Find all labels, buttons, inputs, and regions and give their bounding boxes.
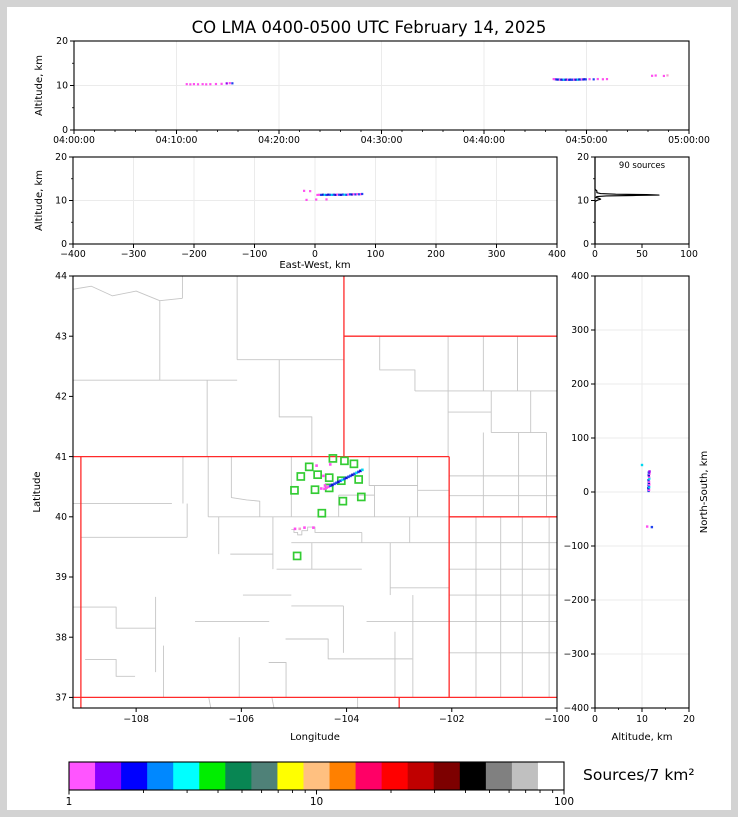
- svg-text:05:00:00: 05:00:00: [668, 135, 710, 146]
- svg-text:42: 42: [55, 391, 67, 403]
- svg-text:10: 10: [577, 195, 589, 207]
- svg-text:Altitude, km: Altitude, km: [34, 170, 45, 231]
- ns-height-panel: [563, 271, 710, 743]
- svg-text:−108: −108: [123, 714, 149, 725]
- svg-text:43: 43: [55, 331, 67, 343]
- svg-text:−400: −400: [563, 703, 589, 715]
- svg-text:20: 20: [683, 714, 695, 725]
- svg-text:39: 39: [55, 572, 67, 584]
- svg-text:40: 40: [55, 512, 67, 524]
- svg-text:100: 100: [571, 433, 589, 445]
- svg-text:20: 20: [577, 152, 589, 164]
- svg-text:400: 400: [571, 271, 589, 283]
- svg-text:−104: −104: [333, 714, 360, 725]
- time-height-panel: [34, 36, 710, 146]
- colorbar: [66, 762, 574, 808]
- svg-text:0: 0: [592, 249, 598, 260]
- plan-view-map-panel: [32, 271, 570, 743]
- plot-canvas: [7, 7, 731, 810]
- altitude-histogram-panel: [577, 152, 698, 260]
- svg-text:1: 1: [65, 796, 73, 808]
- svg-text:04:50:00: 04:50:00: [565, 135, 608, 146]
- svg-text:0: 0: [62, 125, 68, 137]
- svg-text:Latitude: Latitude: [32, 471, 43, 513]
- colorbar-label: Sources/7 km²: [583, 766, 695, 784]
- svg-text:−106: −106: [228, 714, 255, 725]
- svg-text:−100: −100: [544, 714, 570, 725]
- svg-text:0: 0: [583, 239, 589, 251]
- svg-text:0: 0: [583, 487, 589, 499]
- svg-text:0: 0: [312, 249, 318, 260]
- svg-text:−200: −200: [181, 249, 207, 260]
- svg-text:East-West, km: East-West, km: [279, 260, 351, 271]
- svg-text:20: 20: [55, 152, 67, 164]
- svg-text:Longitude: Longitude: [290, 732, 340, 743]
- svg-text:04:00:00: 04:00:00: [53, 135, 95, 146]
- svg-text:−100: −100: [241, 249, 268, 260]
- svg-text:04:30:00: 04:30:00: [360, 135, 403, 146]
- svg-text:200: 200: [427, 249, 445, 260]
- svg-text:−400: −400: [60, 249, 86, 260]
- svg-text:300: 300: [571, 325, 589, 337]
- svg-text:37: 37: [55, 692, 67, 704]
- svg-text:44: 44: [55, 271, 67, 283]
- svg-text:04:10:00: 04:10:00: [155, 135, 198, 146]
- svg-text:−200: −200: [563, 595, 589, 607]
- svg-text:0: 0: [61, 239, 67, 251]
- svg-text:10: 10: [309, 796, 324, 808]
- svg-text:−300: −300: [120, 249, 147, 260]
- sources-count-annotation: 90 sources: [618, 161, 666, 171]
- svg-text:North-South, km: North-South, km: [699, 450, 710, 534]
- svg-text:38: 38: [55, 632, 67, 644]
- svg-text:41: 41: [55, 451, 67, 463]
- lma-station-markers: [291, 455, 365, 560]
- svg-text:Altitude, km: Altitude, km: [611, 732, 673, 743]
- svg-text:Altitude, km: Altitude, km: [34, 55, 45, 116]
- svg-text:20: 20: [56, 36, 68, 48]
- svg-text:100: 100: [366, 249, 385, 260]
- svg-text:300: 300: [487, 249, 506, 260]
- svg-text:400: 400: [548, 249, 566, 260]
- svg-text:0: 0: [592, 714, 598, 725]
- svg-text:10: 10: [56, 80, 68, 92]
- svg-text:−102: −102: [439, 714, 465, 725]
- svg-text:04:20:00: 04:20:00: [258, 135, 300, 146]
- svg-text:−300: −300: [563, 649, 589, 661]
- svg-text:50: 50: [636, 249, 648, 260]
- svg-text:100: 100: [680, 249, 698, 260]
- map-layers: [73, 276, 557, 708]
- ew-height-panel: [34, 152, 566, 271]
- svg-text:100: 100: [553, 796, 575, 808]
- chart-title: CO LMA 0400-0500 UTC February 14, 2025: [191, 18, 547, 37]
- svg-text:10: 10: [55, 195, 67, 207]
- svg-text:10: 10: [636, 714, 648, 725]
- svg-text:04:40:00: 04:40:00: [463, 135, 505, 146]
- svg-text:200: 200: [571, 379, 589, 391]
- svg-text:−100: −100: [563, 541, 589, 553]
